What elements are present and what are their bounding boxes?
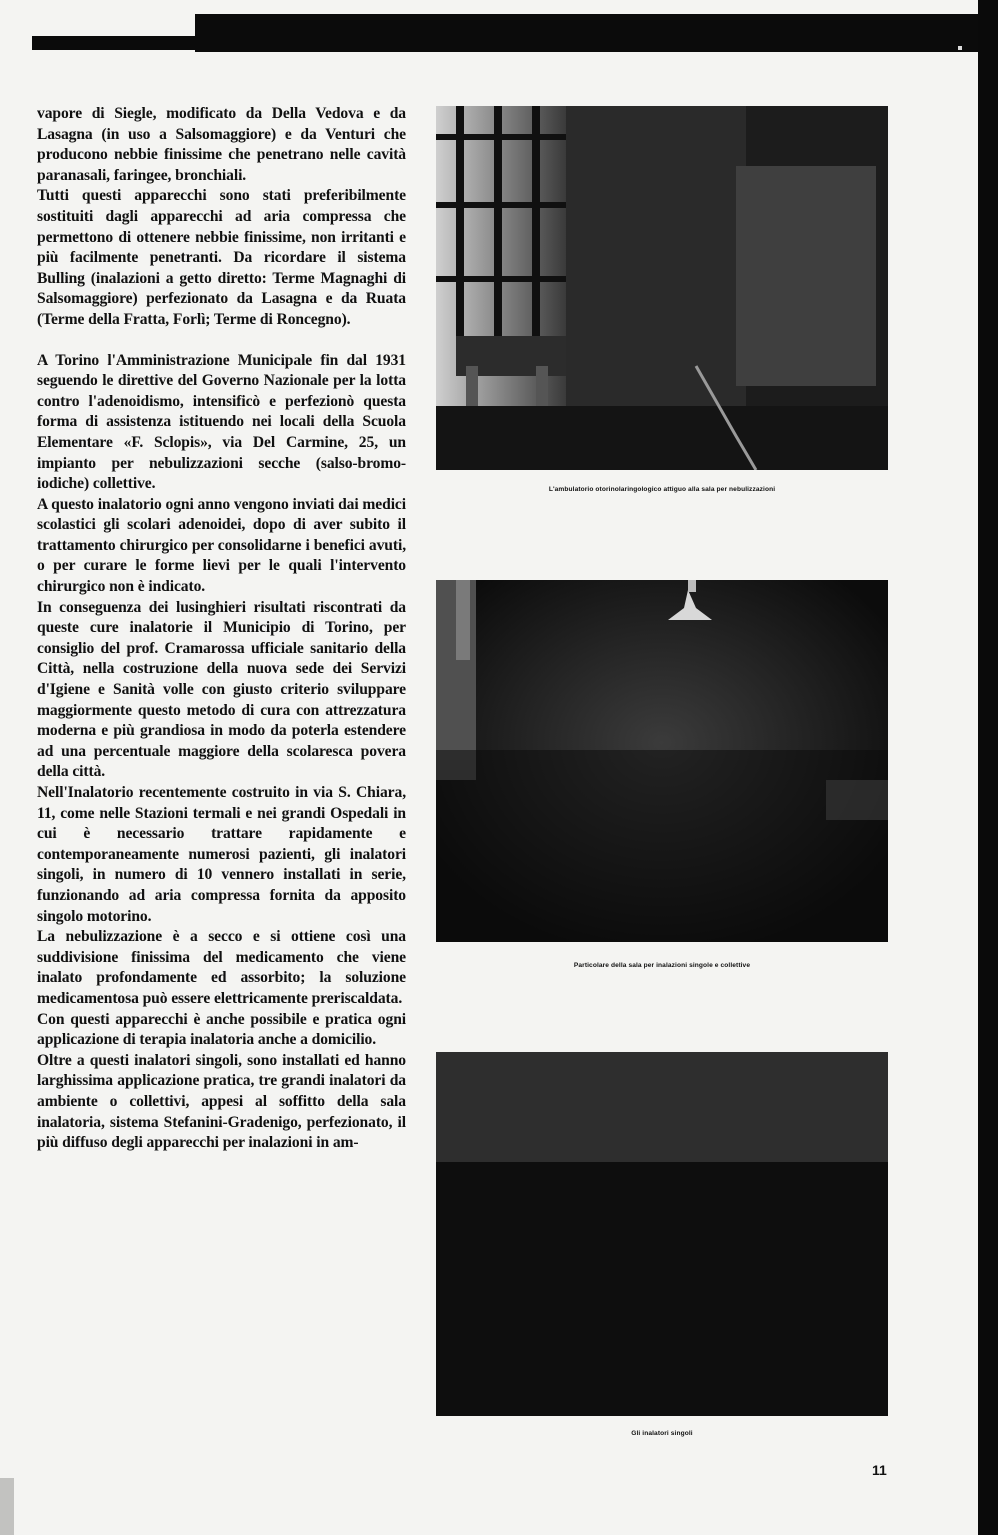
scan-edge-right [978, 0, 998, 1535]
figure-caption-2: Particolare della sala per inalazioni singole e collettive [573, 962, 751, 969]
figure-caption-1: L'ambulatorio otorinolaringologico attiguo alla sala per nebulizzazioni [548, 486, 776, 493]
paragraph-4: A questo inalatorio ogni anno vengono inviati dai medici scolastici gli scolari adenoidei, dopo di aver subito il trattamento chirurgico per consolidarne i benefici avuti, o per curare le forme lievi per le quali l'intervento chirurgico non è indicato. [37, 495, 406, 596]
paragraph-6: Nell'Inalatorio recentemente costruito in via S. Chiara, 11, come nelle Stazioni termali e nei grandi Ospedali in cui è necessario trattare rapidamente e contemporaneamente numerosi pazienti, gli inalatori singoli, in numero di 10 vennero installati in serie, funzionando ad aria compressa fornita da apposito singolo motorino. [37, 784, 406, 925]
paragraph-5: In conseguenza dei lusinghieri risultati riscontrati da queste cure inalatorie il Municipio di Torino, per consiglio del prof. Cramarossa ufficiale sanitario della Città, nella costruzione della nuova sede dei Servizi d'Igiene e Sanità volle con giusto criterio sviluppare maggiormente questo metodo di cura con attrezzatura moderna e più grandiosa in modo da poterla estendere ad una percentuale maggiore della scolaresca povera della città. [37, 598, 406, 781]
article-text-column [37, 104, 406, 1154]
paragraph-2: Tutti questi apparecchi sono stati preferibilmente sostituiti dagli apparecchi ad aria compressa che permettono di ottenere nebbie finissime, non irritanti e più facilmente penetranti. Da ricordare il sistema Bulling (inalazioni a getto diretto: Terme Magnaghi di Salsomaggiore) perfezionato da Lasagna e da Ruata (Terme della Fratta, Forlì; Terme di Roncegno). [37, 187, 406, 328]
photo-ambulatorio [436, 106, 888, 470]
figure-caption-3: Gli inalatori singoli [631, 1430, 693, 1437]
decorative-dot [958, 46, 962, 50]
paragraph-3: A Torino l'Amministrazione Municipale fin dal 1931 seguendo le direttive del Governo Nazionale per la lotta contro l'adenoidismo, intensificò e perfezionò questa forma di assistenza istituendo nei locali della Scuola Elementare «F. Sclopis», via Del Carmine, 25, un impianto per nebulizzazioni secche (salso-bromo-iodiche) collettive. [37, 351, 406, 493]
photo-inalatori-singoli [436, 1052, 888, 1416]
photo-sala-inalazioni [436, 580, 888, 942]
photo-ambulatorio-drawing [436, 106, 888, 470]
paragraph-7: La nebulizzazione è a secco e si ottiene così una suddivisione finissima del medicamento che viene inalato profondamente ed assorbito; la soluzione medicamentosa può essere elettricamente preriscaldata. [37, 928, 406, 1007]
scan-edge-shadow [0, 1478, 14, 1535]
paragraph-1: vapore di Siegle, modificato da Della Vedova e da Lasagna (in uso a Salsomaggiore) e da Venturi che producono nebbie finissime che penetrano nelle cavità paranasali, faringee, bronchiali. [37, 105, 406, 184]
page-number: 11 [872, 1462, 887, 1478]
photo-sala-inalazioni-drawing [436, 580, 888, 942]
paragraph-8: Con questi apparecchi è anche possibile e pratica ogni applicazione di terapia inalatoria anche a domicilio. [37, 1010, 406, 1049]
paragraph-9: Oltre a questi inalatori singoli, sono installati ed hanno larghissima applicazione pratica, tre grandi inalatori da ambiente o collettivi, appesi al soffitto della sala inalatoria, sistema Stefanini-Gradenigo, perfezionato, il più diffuso degli apparecchi per inalazioni in am- [37, 1051, 406, 1152]
top-black-band [195, 14, 978, 52]
photo-inalatori-singoli-drawing [436, 1052, 888, 1416]
